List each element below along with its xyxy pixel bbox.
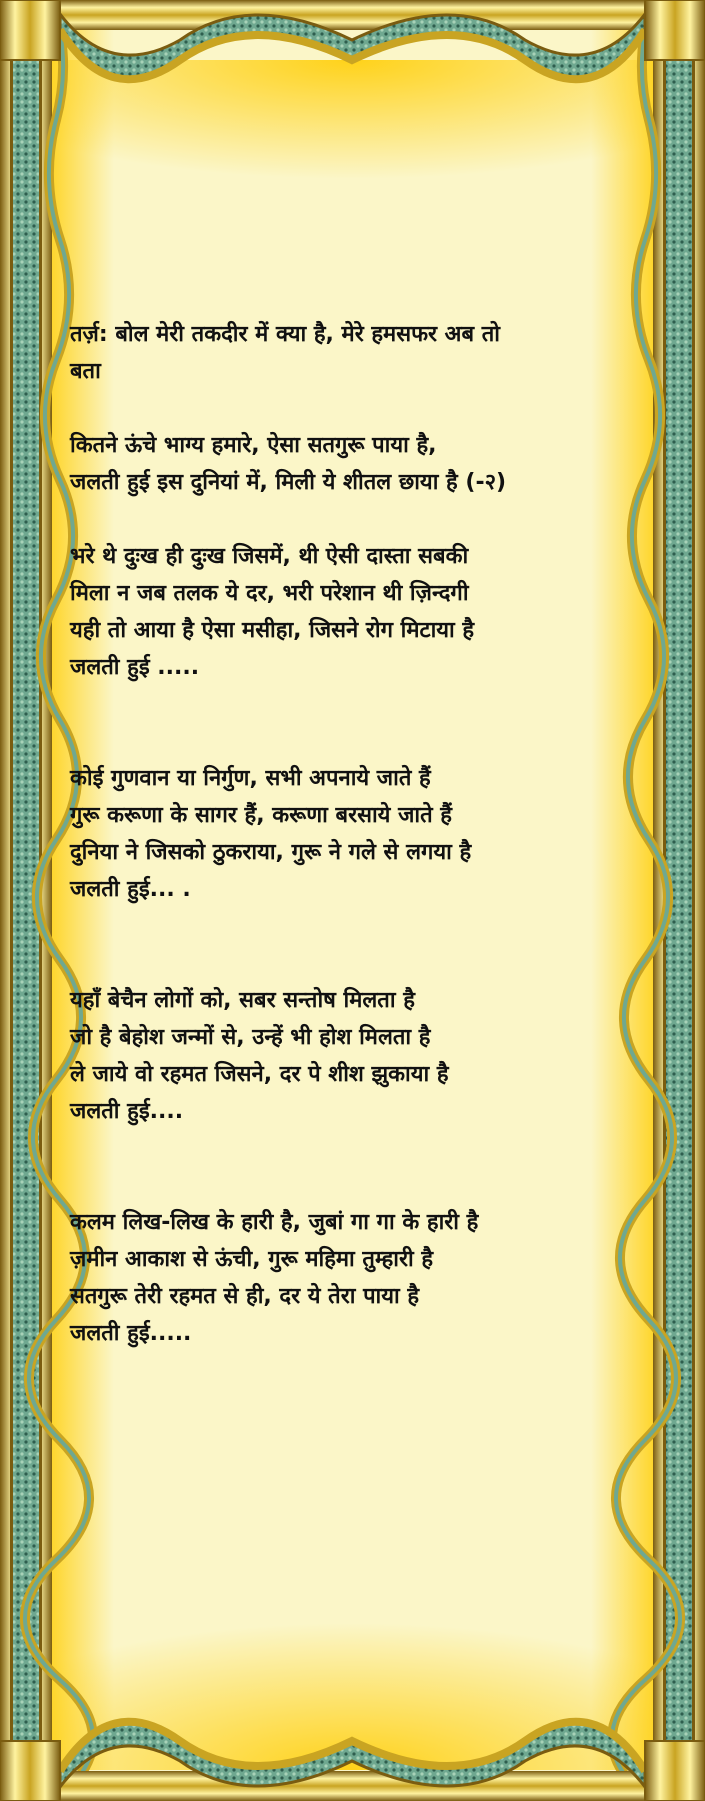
text-line: कलम लिख-लिख के हारी है, जुबां गा गा के हारी है bbox=[70, 1210, 479, 1235]
text-line: बता bbox=[70, 359, 101, 384]
text-line: गुरू करूणा के सागर हैं, करूणा बरसाये जाते हैं bbox=[70, 803, 452, 828]
text-line: ज़मीन आकाश से ऊंची, गुरू महिमा तुम्हारी है bbox=[70, 1247, 434, 1272]
text-line: कितने ऊंचे भाग्य हमारे, ऐसा सतगुरू पाया है, bbox=[70, 433, 437, 458]
text-line: जलती हुई इस दुनियां में, मिली ये शीतल छाया है (-२) bbox=[70, 470, 507, 495]
verse-2 bbox=[70, 760, 640, 908]
text-line: जलती हुई..... bbox=[70, 1321, 192, 1346]
text-line: यहाँ बेचैन लोगों को, सबर सन्तोष मिलता है bbox=[70, 988, 415, 1013]
text-line: मिला न जब तलक ये दर, भरी परेशान थी ज़िन्दगी bbox=[70, 581, 469, 606]
tune-line bbox=[70, 316, 640, 390]
verse-1 bbox=[70, 538, 640, 686]
chorus bbox=[70, 427, 640, 501]
text-line: जलती हुई... . bbox=[70, 877, 191, 902]
text-line: दुनिया ने जिसको ठुकराया, गुरू ने गले से लगया है bbox=[70, 840, 472, 865]
text-line: सतगुरू तेरी रहमत से ही, दर ये तेरा पाया है bbox=[70, 1284, 420, 1309]
text-line: यही तो आया है ऐसा मसीहा, जिसने रोग मिटाया है bbox=[70, 618, 475, 643]
text-line: तर्ज़: बोल मेरी तकदीर में क्या है, मेरे हमसफर अब तो bbox=[70, 322, 500, 347]
text-line: जलती हुई.... bbox=[70, 1099, 184, 1124]
text-line: जो है बेहोश जन्मों से, उन्हें भी होश मिलता है bbox=[70, 1025, 431, 1050]
text-line: भरे थे दुःख ही दुःख जिसमें, थी ऐसी दास्ता सबकी bbox=[70, 544, 469, 569]
lyrics-text bbox=[70, 316, 640, 1352]
text-line: ले जाये वो रहमत जिसने, दर पे शीश झुकाया है bbox=[70, 1062, 449, 1087]
verse-3 bbox=[70, 982, 640, 1130]
text-line: जलती हुई ..... bbox=[70, 655, 200, 680]
verse-4 bbox=[70, 1204, 640, 1352]
text-line: कोई गुणवान या निर्गुण, सभी अपनाये जाते हैं bbox=[70, 766, 431, 791]
